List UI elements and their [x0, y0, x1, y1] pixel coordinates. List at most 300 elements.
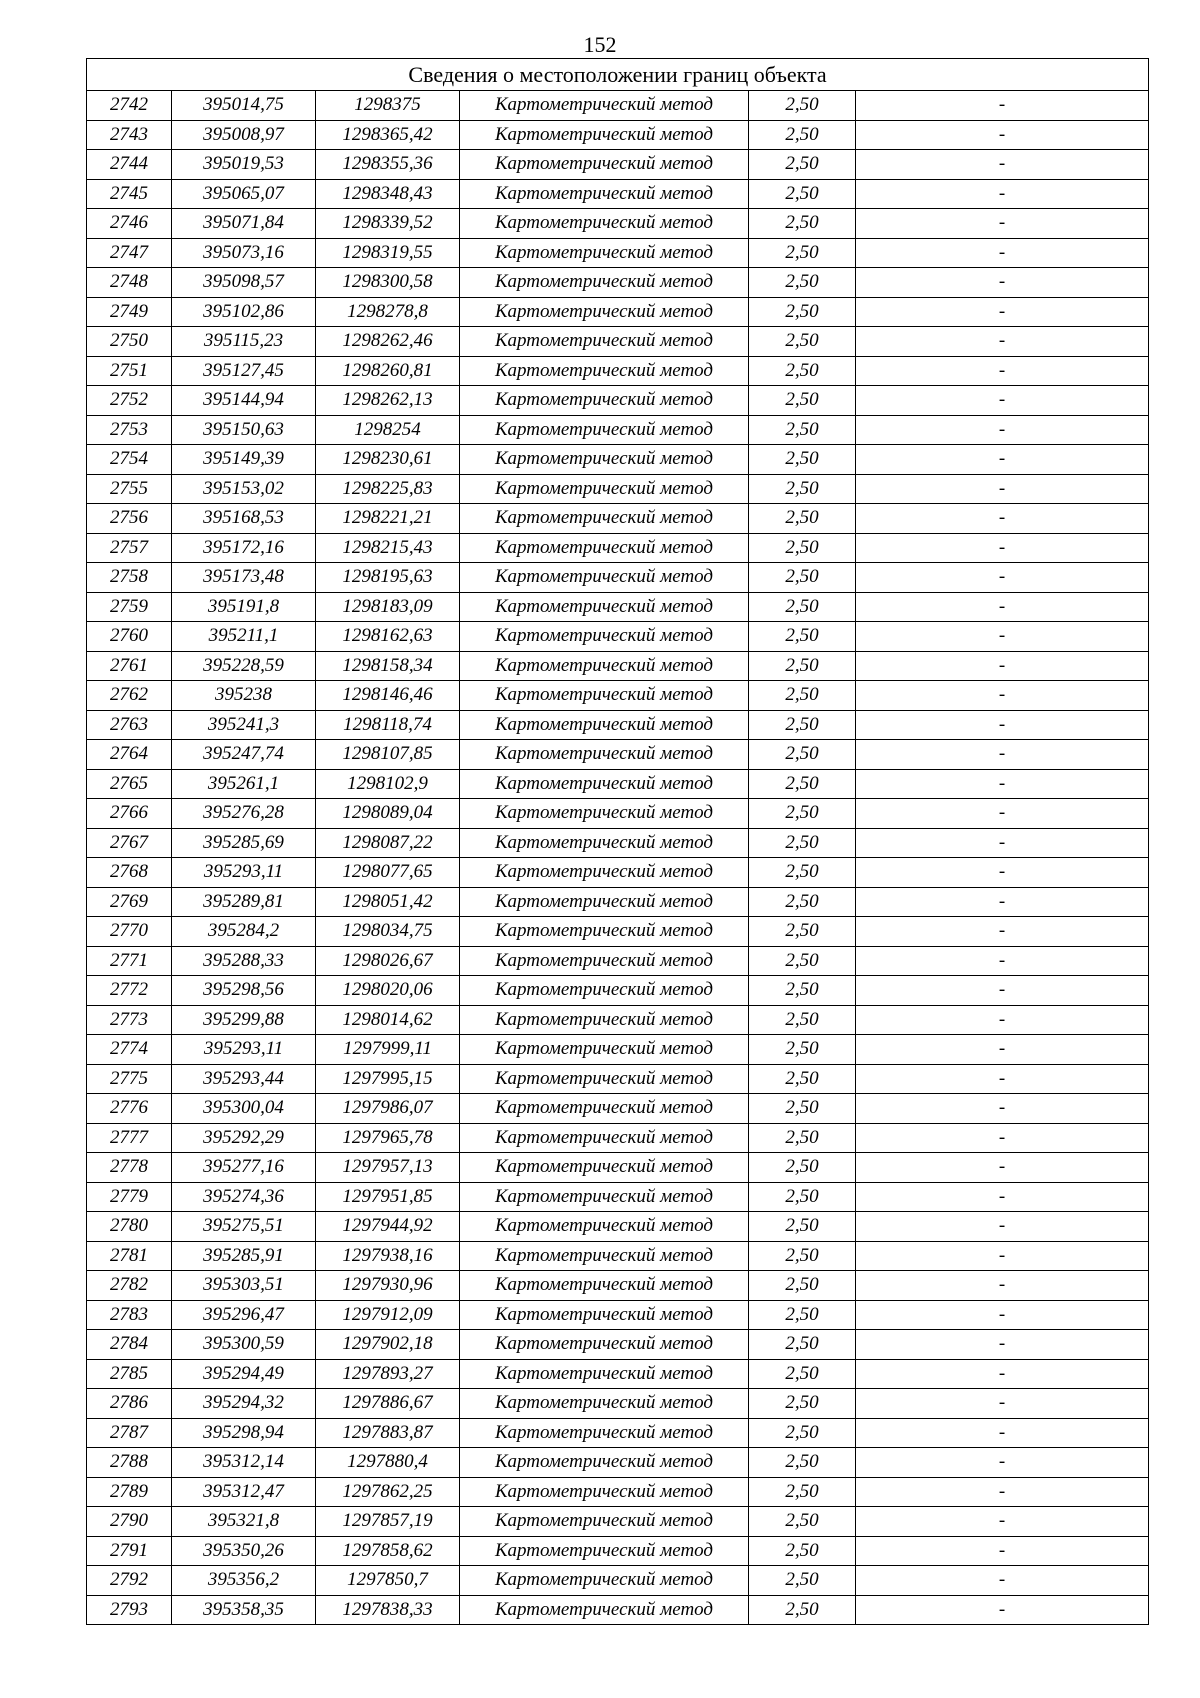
cell-note: -	[856, 533, 1149, 563]
cell-coord-x: 395289,81	[172, 887, 316, 917]
cell-accuracy: 2,50	[749, 327, 856, 357]
cell-method: Картометрический метод	[460, 386, 749, 416]
cell-point-number: 2774	[87, 1035, 172, 1065]
cell-coord-y: 1298348,43	[316, 179, 460, 209]
table-row	[87, 799, 1149, 829]
page-number: 152	[583, 32, 617, 57]
cell-note: -	[856, 917, 1149, 947]
cell-method: Картометрический метод	[460, 946, 749, 976]
cell-note: -	[856, 828, 1149, 858]
cell-point-number: 2764	[87, 740, 172, 770]
cell-coord-x: 395312,47	[172, 1477, 316, 1507]
cell-point-number: 2767	[87, 828, 172, 858]
cell-accuracy: 2,50	[749, 563, 856, 593]
cell-point-number: 2758	[87, 563, 172, 593]
cell-coord-x: 395356,2	[172, 1566, 316, 1596]
cell-method: Картометрический метод	[460, 1182, 749, 1212]
cell-accuracy: 2,50	[749, 179, 856, 209]
cell-method: Картометрический метод	[460, 1330, 749, 1360]
cell-coord-y: 1298102,9	[316, 769, 460, 799]
cell-note: -	[856, 622, 1149, 652]
cell-note: -	[856, 327, 1149, 357]
cell-method: Картометрический метод	[460, 828, 749, 858]
cell-point-number: 2753	[87, 415, 172, 445]
cell-coord-y: 1298089,04	[316, 799, 460, 829]
cell-point-number: 2755	[87, 474, 172, 504]
cell-accuracy: 2,50	[749, 120, 856, 150]
table-row	[87, 1536, 1149, 1566]
cell-coord-y: 1298014,62	[316, 1005, 460, 1035]
cell-coord-y: 1297902,18	[316, 1330, 460, 1360]
cell-coord-y: 1298319,55	[316, 238, 460, 268]
cell-accuracy: 2,50	[749, 1300, 856, 1330]
cell-coord-x: 395168,53	[172, 504, 316, 534]
cell-accuracy: 2,50	[749, 1241, 856, 1271]
table-row	[87, 710, 1149, 740]
cell-coord-x: 395228,59	[172, 651, 316, 681]
cell-coord-x: 395191,8	[172, 592, 316, 622]
cell-method: Картометрический метод	[460, 238, 749, 268]
table-row	[87, 1448, 1149, 1478]
cell-accuracy: 2,50	[749, 1389, 856, 1419]
cell-coord-x: 395008,97	[172, 120, 316, 150]
cell-accuracy: 2,50	[749, 976, 856, 1006]
cell-accuracy: 2,50	[749, 386, 856, 416]
cell-point-number: 2778	[87, 1153, 172, 1183]
table-row	[87, 179, 1149, 209]
cell-point-number: 2775	[87, 1064, 172, 1094]
cell-method: Картометрический метод	[460, 445, 749, 475]
cell-method: Картометрический метод	[460, 474, 749, 504]
cell-note: -	[856, 1389, 1149, 1419]
table-row	[87, 386, 1149, 416]
cell-method: Картометрический метод	[460, 297, 749, 327]
cell-note: -	[856, 1182, 1149, 1212]
cell-coord-y: 1298183,09	[316, 592, 460, 622]
cell-coord-x: 395293,44	[172, 1064, 316, 1094]
table-row	[87, 1359, 1149, 1389]
cell-coord-y: 1298221,21	[316, 504, 460, 534]
cell-note: -	[856, 1064, 1149, 1094]
cell-accuracy: 2,50	[749, 1566, 856, 1596]
cell-method: Картометрический метод	[460, 710, 749, 740]
cell-note: -	[856, 1123, 1149, 1153]
cell-accuracy: 2,50	[749, 1035, 856, 1065]
cell-method: Картометрический метод	[460, 1035, 749, 1065]
cell-note: -	[856, 415, 1149, 445]
cell-point-number: 2751	[87, 356, 172, 386]
cell-note: -	[856, 179, 1149, 209]
table-row	[87, 1389, 1149, 1419]
cell-point-number: 2785	[87, 1359, 172, 1389]
cell-note: -	[856, 1359, 1149, 1389]
cell-note: -	[856, 651, 1149, 681]
cell-coord-y: 1298026,67	[316, 946, 460, 976]
cell-method: Картометрический метод	[460, 91, 749, 121]
table-row	[87, 445, 1149, 475]
cell-accuracy: 2,50	[749, 1212, 856, 1242]
cell-point-number: 2777	[87, 1123, 172, 1153]
table-row	[87, 1271, 1149, 1301]
cell-coord-y: 1298162,63	[316, 622, 460, 652]
table-body	[87, 59, 1149, 1625]
table-row	[87, 1094, 1149, 1124]
table-row	[87, 1182, 1149, 1212]
cell-method: Картометрический метод	[460, 799, 749, 829]
cell-method: Картометрический метод	[460, 1389, 749, 1419]
table-row	[87, 1064, 1149, 1094]
cell-method: Картометрический метод	[460, 327, 749, 357]
cell-accuracy: 2,50	[749, 209, 856, 239]
cell-coord-x: 395149,39	[172, 445, 316, 475]
cell-coord-y: 1298215,43	[316, 533, 460, 563]
cell-accuracy: 2,50	[749, 445, 856, 475]
cell-method: Картометрический метод	[460, 1005, 749, 1035]
cell-note: -	[856, 1035, 1149, 1065]
cell-coord-y: 1298158,34	[316, 651, 460, 681]
cell-accuracy: 2,50	[749, 799, 856, 829]
table-row	[87, 1035, 1149, 1065]
cell-point-number: 2772	[87, 976, 172, 1006]
cell-method: Картометрический метод	[460, 1064, 749, 1094]
cell-coord-y: 1298146,46	[316, 681, 460, 711]
cell-coord-x: 395150,63	[172, 415, 316, 445]
cell-coord-x: 395277,16	[172, 1153, 316, 1183]
cell-coord-y: 1298262,46	[316, 327, 460, 357]
table-row	[87, 1300, 1149, 1330]
cell-accuracy: 2,50	[749, 769, 856, 799]
cell-point-number: 2769	[87, 887, 172, 917]
table-row	[87, 917, 1149, 947]
cell-accuracy: 2,50	[749, 1536, 856, 1566]
cell-point-number: 2754	[87, 445, 172, 475]
table-row	[87, 120, 1149, 150]
cell-accuracy: 2,50	[749, 1418, 856, 1448]
cell-note: -	[856, 946, 1149, 976]
cell-coord-x: 395173,48	[172, 563, 316, 593]
cell-point-number: 2743	[87, 120, 172, 150]
table-row	[87, 1241, 1149, 1271]
cell-coord-y: 1298230,61	[316, 445, 460, 475]
cell-note: -	[856, 150, 1149, 180]
cell-method: Картометрический метод	[460, 1094, 749, 1124]
cell-accuracy: 2,50	[749, 1271, 856, 1301]
cell-method: Картометрический метод	[460, 356, 749, 386]
cell-method: Картометрический метод	[460, 1153, 749, 1183]
table-row	[87, 622, 1149, 652]
cell-point-number: 2781	[87, 1241, 172, 1271]
cell-note: -	[856, 91, 1149, 121]
cell-coord-x: 395358,35	[172, 1595, 316, 1625]
cell-method: Картометрический метод	[460, 1507, 749, 1537]
cell-point-number: 2768	[87, 858, 172, 888]
cell-coord-x: 395288,33	[172, 946, 316, 976]
cell-method: Картометрический метод	[460, 976, 749, 1006]
cell-point-number: 2792	[87, 1566, 172, 1596]
table-row	[87, 238, 1149, 268]
cell-coord-x: 395014,75	[172, 91, 316, 121]
table-row	[87, 651, 1149, 681]
cell-point-number: 2748	[87, 268, 172, 298]
cell-note: -	[856, 799, 1149, 829]
cell-note: -	[856, 474, 1149, 504]
cell-accuracy: 2,50	[749, 681, 856, 711]
cell-note: -	[856, 238, 1149, 268]
cell-coord-x: 395276,28	[172, 799, 316, 829]
cell-point-number: 2782	[87, 1271, 172, 1301]
cell-point-number: 2759	[87, 592, 172, 622]
cell-accuracy: 2,50	[749, 504, 856, 534]
cell-note: -	[856, 209, 1149, 239]
cell-point-number: 2742	[87, 91, 172, 121]
cell-method: Картометрический метод	[460, 209, 749, 239]
cell-method: Картометрический метод	[460, 1300, 749, 1330]
table-row	[87, 1566, 1149, 1596]
cell-point-number: 2762	[87, 681, 172, 711]
cell-note: -	[856, 268, 1149, 298]
cell-coord-y: 1297862,25	[316, 1477, 460, 1507]
cell-coord-y: 1297880,4	[316, 1448, 460, 1478]
cell-method: Картометрический метод	[460, 681, 749, 711]
cell-accuracy: 2,50	[749, 1477, 856, 1507]
cell-point-number: 2761	[87, 651, 172, 681]
cell-accuracy: 2,50	[749, 917, 856, 947]
cell-point-number: 2776	[87, 1094, 172, 1124]
table-row	[87, 1595, 1149, 1625]
cell-point-number: 2757	[87, 533, 172, 563]
cell-coord-y: 1297930,96	[316, 1271, 460, 1301]
cell-note: -	[856, 356, 1149, 386]
cell-coord-x: 395294,32	[172, 1389, 316, 1419]
cell-coord-y: 1297912,09	[316, 1300, 460, 1330]
cell-point-number: 2773	[87, 1005, 172, 1035]
cell-point-number: 2780	[87, 1212, 172, 1242]
cell-coord-x: 395065,07	[172, 179, 316, 209]
cell-method: Картометрический метод	[460, 769, 749, 799]
cell-accuracy: 2,50	[749, 828, 856, 858]
table-row	[87, 740, 1149, 770]
cell-coord-x: 395102,86	[172, 297, 316, 327]
cell-coord-x: 395071,84	[172, 209, 316, 239]
cell-point-number: 2763	[87, 710, 172, 740]
table-row	[87, 769, 1149, 799]
cell-method: Картометрический метод	[460, 622, 749, 652]
cell-method: Картометрический метод	[460, 1271, 749, 1301]
cell-coord-x: 395284,2	[172, 917, 316, 947]
cell-note: -	[856, 887, 1149, 917]
cell-point-number: 2790	[87, 1507, 172, 1537]
cell-coord-y: 1297886,67	[316, 1389, 460, 1419]
cell-note: -	[856, 563, 1149, 593]
cell-coord-x: 395300,04	[172, 1094, 316, 1124]
cell-coord-y: 1297944,92	[316, 1212, 460, 1242]
cell-accuracy: 2,50	[749, 474, 856, 504]
cell-coord-y: 1297957,13	[316, 1153, 460, 1183]
cell-coord-x: 395073,16	[172, 238, 316, 268]
cell-note: -	[856, 1300, 1149, 1330]
table-row	[87, 946, 1149, 976]
cell-accuracy: 2,50	[749, 1094, 856, 1124]
table-row	[87, 209, 1149, 239]
cell-method: Картометрический метод	[460, 1241, 749, 1271]
cell-note: -	[856, 1212, 1149, 1242]
cell-method: Картометрический метод	[460, 858, 749, 888]
table-row	[87, 1418, 1149, 1448]
cell-method: Картометрический метод	[460, 1418, 749, 1448]
cell-coord-x: 395098,57	[172, 268, 316, 298]
cell-coord-y: 1297986,07	[316, 1094, 460, 1124]
cell-accuracy: 2,50	[749, 356, 856, 386]
cell-point-number: 2766	[87, 799, 172, 829]
cell-note: -	[856, 1566, 1149, 1596]
cell-coord-x: 395312,14	[172, 1448, 316, 1478]
cell-note: -	[856, 297, 1149, 327]
cell-coord-x: 395274,36	[172, 1182, 316, 1212]
cell-method: Картометрический метод	[460, 592, 749, 622]
cell-coord-y: 1298262,13	[316, 386, 460, 416]
cell-accuracy: 2,50	[749, 1064, 856, 1094]
table-row	[87, 415, 1149, 445]
cell-coord-y: 1297999,11	[316, 1035, 460, 1065]
table-row	[87, 1330, 1149, 1360]
cell-method: Картометрический метод	[460, 563, 749, 593]
table-title: Сведения о местоположении границ объекта	[87, 59, 1149, 91]
cell-coord-x: 395299,88	[172, 1005, 316, 1035]
table-row	[87, 91, 1149, 121]
table-row	[87, 150, 1149, 180]
cell-note: -	[856, 1477, 1149, 1507]
cell-note: -	[856, 1536, 1149, 1566]
table-row	[87, 858, 1149, 888]
cell-note: -	[856, 769, 1149, 799]
cell-method: Картометрический метод	[460, 1123, 749, 1153]
cell-note: -	[856, 976, 1149, 1006]
cell-note: -	[856, 681, 1149, 711]
table-row	[87, 1507, 1149, 1537]
cell-note: -	[856, 710, 1149, 740]
cell-coord-y: 1298300,58	[316, 268, 460, 298]
cell-accuracy: 2,50	[749, 1330, 856, 1360]
cell-coord-y: 1297951,85	[316, 1182, 460, 1212]
cell-coord-y: 1298087,22	[316, 828, 460, 858]
cell-accuracy: 2,50	[749, 710, 856, 740]
cell-point-number: 2756	[87, 504, 172, 534]
cell-coord-x: 395238	[172, 681, 316, 711]
cell-method: Картометрический метод	[460, 415, 749, 445]
cell-accuracy: 2,50	[749, 887, 856, 917]
cell-point-number: 2752	[87, 386, 172, 416]
cell-note: -	[856, 1241, 1149, 1271]
cell-point-number: 2791	[87, 1536, 172, 1566]
cell-accuracy: 2,50	[749, 858, 856, 888]
cell-coord-x: 395321,8	[172, 1507, 316, 1537]
cell-point-number: 2745	[87, 179, 172, 209]
cell-accuracy: 2,50	[749, 1359, 856, 1389]
cell-coord-x: 395292,29	[172, 1123, 316, 1153]
cell-coord-x: 395115,23	[172, 327, 316, 357]
cell-method: Картометрический метод	[460, 1448, 749, 1478]
table-row	[87, 474, 1149, 504]
cell-coord-y: 1298051,42	[316, 887, 460, 917]
cell-coord-y: 1297938,16	[316, 1241, 460, 1271]
cell-coord-y: 1298278,8	[316, 297, 460, 327]
cell-accuracy: 2,50	[749, 1182, 856, 1212]
cell-note: -	[856, 1153, 1149, 1183]
cell-method: Картометрический метод	[460, 179, 749, 209]
cell-coord-x: 395296,47	[172, 1300, 316, 1330]
table-row	[87, 504, 1149, 534]
cell-coord-y: 1298077,65	[316, 858, 460, 888]
cell-point-number: 2784	[87, 1330, 172, 1360]
cell-point-number: 2787	[87, 1418, 172, 1448]
cell-accuracy: 2,50	[749, 297, 856, 327]
cell-note: -	[856, 504, 1149, 534]
cell-coord-x: 395144,94	[172, 386, 316, 416]
cell-coord-x: 395285,91	[172, 1241, 316, 1271]
cell-note: -	[856, 445, 1149, 475]
cell-accuracy: 2,50	[749, 268, 856, 298]
boundary-coordinates-table	[86, 58, 1149, 1625]
cell-accuracy: 2,50	[749, 150, 856, 180]
cell-coord-x: 395294,49	[172, 1359, 316, 1389]
table-row	[87, 297, 1149, 327]
cell-note: -	[856, 740, 1149, 770]
cell-accuracy: 2,50	[749, 651, 856, 681]
cell-point-number: 2783	[87, 1300, 172, 1330]
table-row	[87, 1123, 1149, 1153]
cell-method: Картометрический метод	[460, 120, 749, 150]
cell-method: Картометрический метод	[460, 917, 749, 947]
table-row	[87, 592, 1149, 622]
table-row	[87, 1212, 1149, 1242]
cell-coord-y: 1297965,78	[316, 1123, 460, 1153]
cell-method: Картометрический метод	[460, 150, 749, 180]
cell-coord-y: 1298034,75	[316, 917, 460, 947]
cell-accuracy: 2,50	[749, 1507, 856, 1537]
cell-coord-x: 395285,69	[172, 828, 316, 858]
cell-point-number: 2779	[87, 1182, 172, 1212]
table-title-row	[87, 59, 1149, 91]
cell-coord-y: 1298225,83	[316, 474, 460, 504]
cell-point-number: 2747	[87, 238, 172, 268]
cell-coord-x: 395303,51	[172, 1271, 316, 1301]
cell-note: -	[856, 1595, 1149, 1625]
cell-note: -	[856, 1005, 1149, 1035]
table-row	[87, 533, 1149, 563]
cell-coord-x: 395293,11	[172, 858, 316, 888]
table-row	[87, 828, 1149, 858]
cell-point-number: 2771	[87, 946, 172, 976]
cell-note: -	[856, 858, 1149, 888]
cell-accuracy: 2,50	[749, 946, 856, 976]
cell-accuracy: 2,50	[749, 415, 856, 445]
cell-note: -	[856, 1448, 1149, 1478]
cell-coord-y: 1298339,52	[316, 209, 460, 239]
cell-coord-x: 395293,11	[172, 1035, 316, 1065]
table-row	[87, 268, 1149, 298]
cell-coord-y: 1297850,7	[316, 1566, 460, 1596]
cell-method: Картометрический метод	[460, 1477, 749, 1507]
cell-coord-x: 395298,94	[172, 1418, 316, 1448]
cell-note: -	[856, 592, 1149, 622]
cell-accuracy: 2,50	[749, 1153, 856, 1183]
cell-coord-y: 1298375	[316, 91, 460, 121]
cell-accuracy: 2,50	[749, 1595, 856, 1625]
cell-method: Картометрический метод	[460, 740, 749, 770]
table-row	[87, 1477, 1149, 1507]
cell-accuracy: 2,50	[749, 622, 856, 652]
table-row	[87, 1153, 1149, 1183]
